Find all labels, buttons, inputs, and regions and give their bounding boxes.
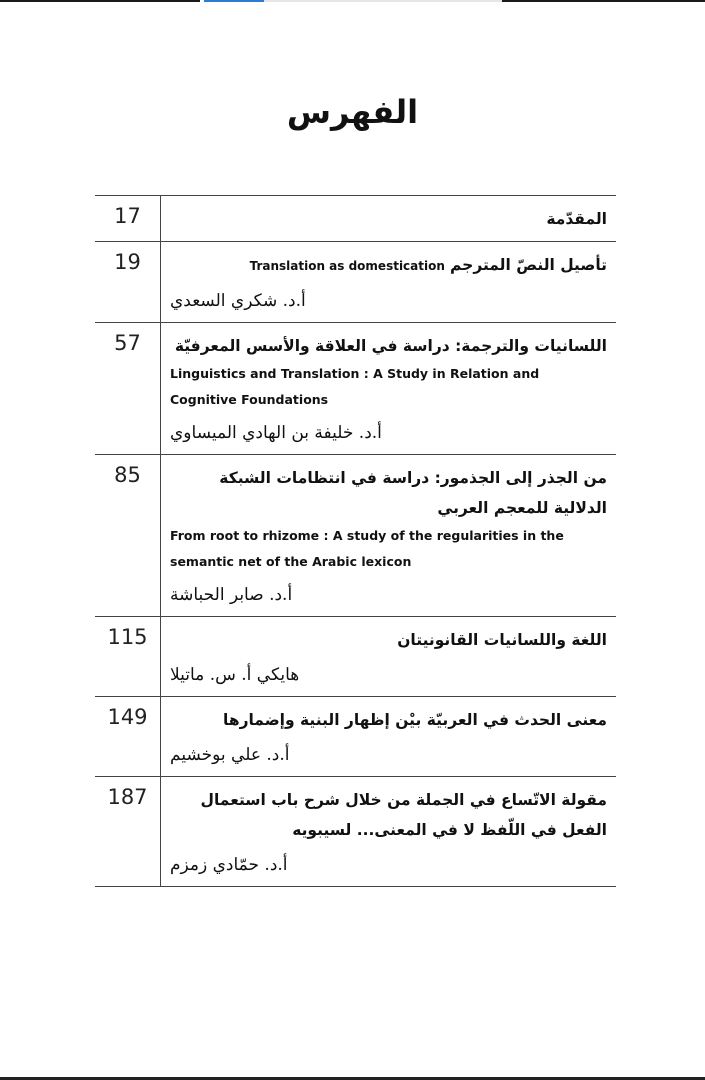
author-name bbox=[170, 741, 607, 769]
top-edge-bar bbox=[0, 0, 705, 2]
author-name bbox=[170, 661, 607, 689]
toc-entry bbox=[161, 242, 617, 323]
author-name bbox=[170, 851, 607, 879]
english-title: Linguistics and Translation : A Study in Relation and Cognitive Foundations bbox=[170, 366, 540, 407]
top-edge-segment-right bbox=[502, 0, 705, 2]
arabic-title: اللسانيات والترجمة: دراسة في العلاقة والأسس المعرفيّة bbox=[174, 337, 607, 355]
author-text: أ.د. علي بوخشيم bbox=[170, 745, 290, 765]
toc-entry bbox=[161, 617, 617, 697]
toc-entry bbox=[161, 697, 617, 777]
author-name bbox=[170, 419, 607, 447]
author-text: أ.د. شكري السعدي bbox=[170, 291, 306, 311]
page-title: الفهرس bbox=[286, 93, 419, 131]
english-title: Translation as domestication bbox=[249, 259, 445, 273]
toc-row[interactable] bbox=[95, 323, 616, 455]
page-number: 85 bbox=[95, 455, 161, 617]
author-name bbox=[170, 287, 607, 315]
title-line bbox=[170, 250, 607, 281]
page-number: 57 bbox=[95, 323, 161, 455]
arabic-title: المقدّمة bbox=[546, 210, 607, 228]
top-edge-segment-left bbox=[0, 0, 200, 2]
table-of-contents bbox=[95, 195, 616, 887]
top-edge-segment-light bbox=[264, 0, 502, 2]
toc-entry bbox=[161, 777, 617, 887]
page-number: 115 bbox=[95, 617, 161, 697]
toc-row-introduction[interactable] bbox=[95, 196, 616, 242]
arabic-title: اللغة واللسانيات القانونيتان bbox=[397, 631, 607, 649]
author-text: أ.د. صابر الحباشة bbox=[170, 585, 293, 605]
toc-entry bbox=[161, 323, 617, 455]
arabic-title: من الجذر إلى الجذمور: دراسة في انتظامات الشبكة الدلالية للمعجم العربي bbox=[219, 469, 607, 517]
author-text: أ.د. خليفة بن الهادي الميساوي bbox=[170, 423, 382, 443]
toc-row[interactable] bbox=[95, 242, 616, 323]
toc-row[interactable] bbox=[95, 617, 616, 697]
toc-row[interactable] bbox=[95, 697, 616, 777]
top-edge-segment-blue bbox=[204, 0, 264, 2]
arabic-title: معنى الحدث في العربيّة بيْن إظهار البنية وإضمارها bbox=[223, 711, 607, 729]
toc-row[interactable] bbox=[95, 455, 616, 617]
author-text: هايكي أ. س. ماتيلا bbox=[170, 665, 300, 685]
author-name bbox=[170, 581, 607, 609]
page-number: 17 bbox=[95, 196, 161, 242]
toc-entry bbox=[161, 455, 617, 617]
toc-row[interactable] bbox=[95, 777, 616, 887]
english-title: From root to rhizome : A study of the regularities in the semantic net of the Arabic lexicon bbox=[170, 528, 564, 569]
page-number: 19 bbox=[95, 242, 161, 323]
page-number: 149 bbox=[95, 697, 161, 777]
arabic-title: مقولة الاتّساع في الجملة من خلال شرح باب استعمال الفعل في اللّفظ لا في المعنى... لسيبويه bbox=[200, 791, 607, 839]
toc-entry bbox=[161, 196, 617, 242]
arabic-title: تأصيل النصّ المترجم bbox=[450, 256, 607, 274]
author-text: أ.د. حمّادي زمزم bbox=[170, 855, 288, 875]
page-number: 187 bbox=[95, 777, 161, 887]
